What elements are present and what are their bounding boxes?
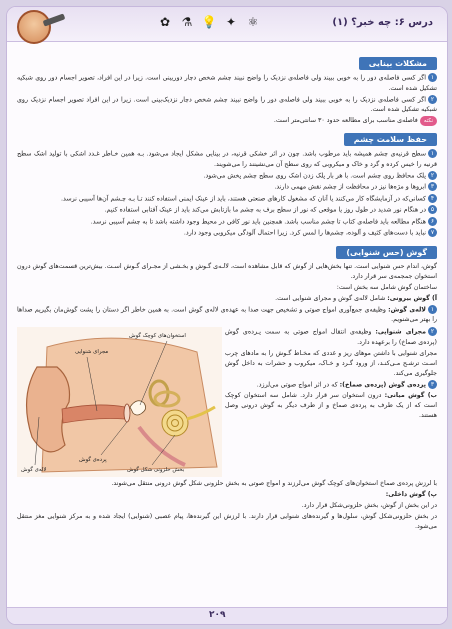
label-ossicles: استخوان‌های کوچک گوش [129,333,186,339]
page-footer [7,607,447,624]
note-badge: نکته [420,116,437,126]
paragraph: پ) گوش داخلی: [385,491,437,498]
list-item: ۳ابروها و مژه‌ها نیز در محافظت از چشم نقش مهمی دارند. [17,182,437,193]
atom-icon: ⚛ [247,15,259,29]
section-title-vision-problems: مشکلات بینایی [359,57,437,70]
bullet-number: ۱ [428,73,437,82]
page [6,6,448,625]
star-icon: ✦ [225,15,237,29]
label-eardrum: پرده‌ی گوش [79,457,107,463]
page-header [7,7,447,42]
paragraph: با لرزش پرده‌ی صماخ استخوان‌های کوچک گوش می‌لرزند و امواج صوتی به بخش حلزونی شکل گوش درونی منتقل می‌شوند. [111,480,437,487]
list-item: ۱سطح قرنیه‌ی چشم همیشه باید مرطوب باشد. چون در اثر خشکی قرنیه، در بینایی مشکل ایجاد می‌شود. بـه همین خـاطر غـدد اشکی با تولید اشک سطح قرنیه را خیس کرده و گرد و خاک و میکروبی که روی سطح آن می‌نشینند را می‌شویند. [17,150,437,168]
page-content [17,51,437,533]
section-title-eye-health: حفظ سلامت چشم [344,133,437,146]
label-pinna: لاله‌ی گوش [21,467,47,473]
lesson-title: درس ۶: چه خبر؟ (۱) [332,17,433,28]
page-number: ۲۰۹ [209,610,226,620]
list-item: ۶هنگام مطالعه باید فاصله‌ی کتاب تا چشم مناسب باشد. همچنین باید نور کافی در محیط وجود داشته باشد تا به چشم آسیبی نرسد. [17,217,437,228]
paragraph: ۱لاله‌ی گوش: وظیفه‌ی جمع‌آوری امواج صوتی و تشخیص جهت صدا به عهده‌ی لاله‌ی گوش است. به همین خاطر اگر دستان را پشت گوش‌مان بگیریم صداها را بهتر می‌شنویم. [17,305,437,323]
label-canal: مجرای شنوایی [75,349,109,355]
paragraph: ۱اگر کسی فاصله‌ی دور را به خوبی ببیند ولی فاصله‌ی نزدیک را واضح نبیند چشم شخص دچار دوربینی است. زیرا در این افراد، تصویر اجسام دور روی شبکیه تشکیل شده است. [17,74,437,92]
paragraph: در بخش حلزونی‌شکل گوش، سلول‌ها و گیرنده‌های شنوایی قرار دارند. با لرزش این گیرنده‌ها، پیام عصبی (شنوایی) ایجاد شده و به مرکز شنوایی مغز منتقل می‌شود. [17,513,437,530]
flower-icon: ✿ [159,15,171,29]
bulb-icon: 💡 [201,15,217,29]
paragraph: ۲اگر کسی فاصله‌ی نزدیک را به خوبی ببیند ولی فاصله‌ی دور را واضح نبیند چشم شخص دچار نزدیک‌بینی است. زیرا در این افراد تصویر اجسام نزدیک روی شبکیه تشکیل شده است. [17,95,437,113]
ear-section [17,327,437,479]
section-title-hearing: گوش (حس شنوایی) [336,246,437,259]
paragraph: گوش، اندام حس شنوایی است. تنها بخش‌هایی از گوش که قابل مشاهده است، لالـه‌ی گـوش و بخـشی از مجـرای گـوش اسـت. بیش‌ترین قسمت‌های گوش درون استخوان جمجمه‌ی سر قرار دارد. [17,262,437,280]
paragraph: ساختمان گوش شامل سه بخش است: [336,283,437,291]
bullet-number: ۲ [428,95,437,104]
ear-text-column: ۲مجرای شنوایی: وظیفه‌ی انتقال امواج صوتی به سمت پـرده‌ی گوش (پرده‌ی صماخ) را برعهده دارد. مجرای شنوایی با داشتن موهای ریز و غددی که مخـاط گـوش را به مادهای چرب اسـت ترشـح مـی‌کنـد، از ورود گـرد و خـاک، میکروب و حشرات به داخل گوش جلوگیری می‌کند. ۳پرده‌ی گوش (پرده‌ی صماخ): که در اثر امواج صوتی می‌لرزد. ب) گوش میانی: درون استخوان سر قرار دارد. شامل سه استخوان کوچک است که از یک طرف به پرده‌ی صماخ و از طرف دیگر به گوش درونی وصل هستند. [225,328,438,419]
paragraph: آ) گوش بیرونی: شامل لاله‌ی گوش و مجرای شنوایی است. [275,294,437,302]
list-item: ۷نباید با دست‌های کثیف و آلوده، چشم‌ها را لمس کرد. زیرا احتمال آلودگی میکروبی وجود دارد. [17,228,437,239]
list-item: ۵در هنگام نور شدید در طول روز یا موقعی که نور از سطح برف به چشم ما بازتابش می‌کند باید از عینک آفتابی استفاده کنیم. [17,205,437,216]
label-cochlea: بخش حلزونی شکل گوش [127,467,185,473]
list-item: ۲پلک محافظ روی چشم است. با هر بار پلک زدن اشک روی سطح چشم پخش می‌شود. [17,171,437,182]
paragraph: در این بخش از گوش، بخش حلزونی‌شکل قرار دارد. [301,502,437,509]
paragraph: نکتهفاصله‌ی مناسب برای مطالعه حدود ۳۰ سانتی‌متر است. [17,116,437,126]
flask-icon: ⚗ [181,15,193,29]
list-item: ۴کسانی‌که در آزمایشگاه کار می‌کنند یا آنان که مشغول کارهای صنعتی هستند، باید از عینک ایمنی استفاده کنند تـا بـه چـشم آن‌ها آسیبی نرسد. [17,194,437,205]
header-decorations [157,13,261,31]
ear-anatomy-diagram [17,327,222,477]
mascot-image [17,10,51,44]
